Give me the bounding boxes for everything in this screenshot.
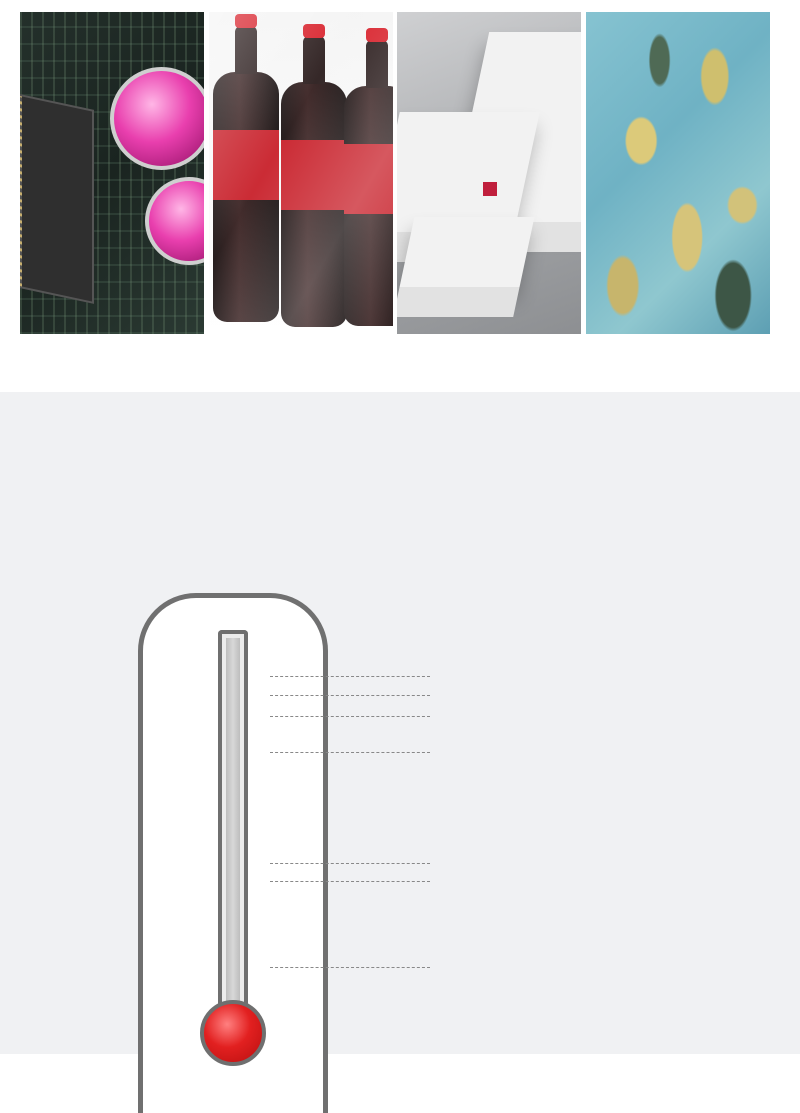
range-leader-line — [270, 881, 430, 882]
peeling-paint-photo — [586, 12, 770, 334]
packaging-boxes-photo — [397, 12, 581, 334]
range-leader-line — [270, 716, 430, 717]
range-leader-line — [270, 967, 430, 968]
shrink-film-overlay — [209, 12, 393, 334]
chip-shape — [20, 94, 94, 304]
capacitor-shape — [110, 67, 204, 170]
range-leader-line — [270, 863, 430, 864]
application-gallery — [0, 0, 800, 392]
range-leader-line — [270, 676, 430, 677]
range-leader-line — [270, 695, 430, 696]
capacitor-shape — [145, 177, 204, 265]
electronics-repair-photo — [20, 12, 204, 334]
temperature-guide-section — [0, 392, 800, 1054]
thermometer-tube — [218, 630, 248, 1020]
shrink-film-bottles-photo — [209, 12, 393, 334]
box-tag — [483, 182, 497, 196]
thermometer-bulb — [200, 1000, 266, 1066]
range-leader-line — [270, 752, 430, 753]
box-shape — [400, 217, 535, 287]
